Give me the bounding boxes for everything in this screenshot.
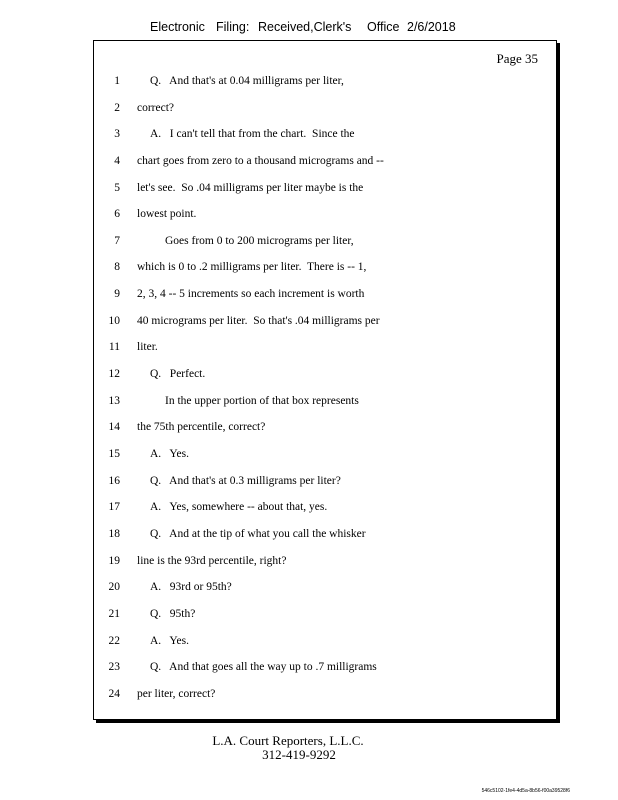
line-number: 4	[114, 155, 120, 167]
line-text: Q. And that's at 0.3 milligrams per liter?	[150, 475, 341, 487]
transcript-line	[94, 261, 556, 281]
transcript-line	[94, 182, 556, 202]
line-text: correct?	[137, 102, 175, 114]
line-text: A. Yes, somewhere -- about that, yes.	[150, 501, 328, 513]
line-number: 18	[108, 528, 120, 540]
line-text: A. Yes.	[150, 448, 189, 460]
transcript-line	[94, 368, 556, 388]
line-text: line is the 93rd percentile, right?	[137, 555, 287, 567]
line-number: 1	[114, 75, 120, 87]
transcript-line	[94, 288, 556, 308]
line-number: 3	[114, 128, 120, 140]
line-text: Q. Perfect.	[150, 368, 206, 380]
line-text: which is 0 to .2 milligrams per liter. There is -- 1,	[137, 261, 367, 273]
line-text: Q. 95th?	[150, 608, 196, 620]
line-text: A. I can't tell that from the chart. Since the	[150, 128, 355, 140]
line-text: A. 93rd or 95th?	[150, 581, 232, 593]
filing-header-word: Office	[367, 20, 400, 34]
line-text: Goes from 0 to 200 micrograms per liter,	[165, 235, 354, 247]
line-number: 14	[108, 421, 120, 433]
transcript-line	[94, 528, 556, 548]
filing-header-word: Filing:	[216, 20, 250, 34]
line-text: per liter, correct?	[137, 688, 216, 700]
line-text: 40 micrograms per liter. So that's .04 milligrams per	[137, 315, 380, 327]
line-text: A. Yes.	[150, 635, 189, 647]
line-number: 20	[108, 581, 120, 593]
line-text: Q. And at the tip of what you call the whisker	[150, 528, 366, 540]
line-number: 19	[108, 555, 120, 567]
line-number: 2	[114, 102, 120, 114]
transcript-line	[94, 102, 556, 122]
line-number: 23	[108, 661, 120, 673]
line-number: 15	[108, 448, 120, 460]
transcript-line	[94, 75, 556, 95]
reporter-company: L.A. Court Reporters, L.L.C.	[212, 733, 364, 748]
line-text: liter.	[137, 341, 158, 353]
document-id: 546c5102-1fe4-4d5a-8b56-f00a39528f6	[481, 788, 570, 794]
line-number: 17	[108, 501, 120, 513]
line-number: 10	[108, 315, 120, 327]
line-text: the 75th percentile, correct?	[137, 421, 266, 433]
filing-header-word: Electronic	[150, 20, 205, 34]
transcript-page	[93, 40, 557, 720]
line-number: 11	[108, 341, 120, 353]
filing-header-word: Received,Clerk's	[258, 20, 352, 34]
line-number: 9	[114, 288, 120, 300]
transcript-line	[94, 341, 556, 361]
transcript-line	[94, 608, 556, 628]
line-number: 24	[108, 688, 120, 700]
transcript-line	[94, 448, 556, 468]
filing-header	[0, 20, 618, 36]
transcript-line	[94, 475, 556, 495]
line-number: 22	[108, 635, 120, 647]
line-number: 16	[108, 475, 120, 487]
transcript-line	[94, 688, 556, 708]
line-text: In the upper portion of that box represents	[165, 395, 359, 407]
transcript-line	[94, 155, 556, 175]
transcript-line	[94, 235, 556, 255]
page-number: Page 35	[496, 51, 538, 66]
line-number: 13	[108, 395, 120, 407]
line-number: 12	[108, 368, 120, 380]
line-number: 21	[108, 608, 120, 620]
reporter-phone: 312-419-9292	[262, 747, 336, 762]
transcript-line	[94, 208, 556, 228]
line-text: chart goes from zero to a thousand micrograms and --	[137, 155, 384, 167]
transcript-line	[94, 661, 556, 681]
line-text: 2, 3, 4 -- 5 increments so each increment is worth	[137, 288, 365, 300]
transcript-line	[94, 128, 556, 148]
transcript-line	[94, 395, 556, 415]
line-number: 5	[114, 182, 120, 194]
reporter-footer	[0, 734, 618, 762]
line-number: 8	[114, 261, 120, 273]
transcript-line	[94, 421, 556, 441]
line-text: Q. And that goes all the way up to .7 milligrams	[150, 661, 377, 673]
transcript-line	[94, 315, 556, 335]
transcript-line	[94, 581, 556, 601]
line-number: 7	[114, 235, 120, 247]
line-text: Q. And that's at 0.04 milligrams per liter,	[150, 75, 344, 87]
line-text: lowest point.	[137, 208, 197, 220]
transcript-line	[94, 501, 556, 521]
line-number: 6	[114, 208, 120, 220]
transcript-line	[94, 555, 556, 575]
transcript-line	[94, 635, 556, 655]
line-text: let's see. So .04 milligrams per liter maybe is the	[137, 182, 364, 194]
filing-date: 2/6/2018	[407, 20, 456, 34]
